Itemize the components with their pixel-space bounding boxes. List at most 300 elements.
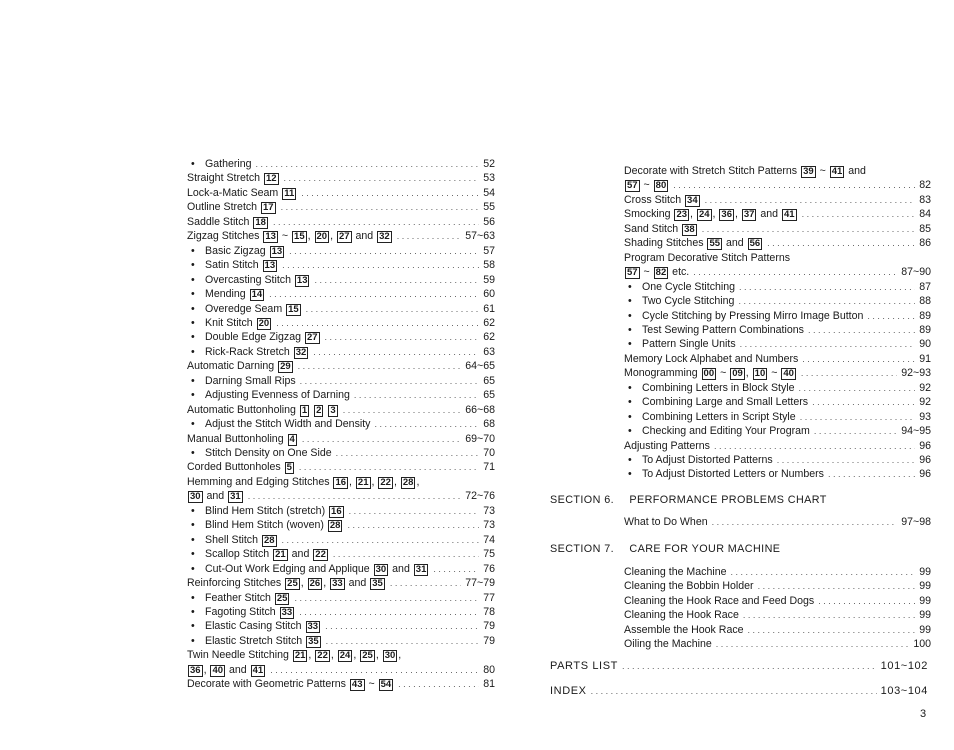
toc-entry-page: 80 (483, 663, 495, 676)
leader-dots (325, 330, 480, 344)
toc-entry (624, 193, 931, 207)
leader-dots (777, 453, 915, 467)
stitch-number-box: 28 (263, 534, 275, 546)
toc-entry-page: 92 (919, 381, 931, 394)
toc-entry (624, 579, 931, 593)
stitch-number-box: 25 (362, 650, 373, 662)
toc-entry-label: 57 ~ 82 etc. (627, 266, 690, 279)
leader-dots (306, 302, 480, 316)
leader-dots (313, 345, 479, 359)
toc-entry-label: • Cycle Stitching by Pressing Mirro Image Button (628, 309, 863, 323)
stitch-number-box: 25 (276, 592, 288, 604)
stitch-number-box: 31 (415, 563, 427, 575)
toc-entry-label: Smocking 23 , 24 , 36 , 37 and 41 (624, 208, 795, 221)
stitch-number-box: 12 (265, 173, 277, 185)
stitch-number-box: 55 (709, 238, 721, 250)
toc-entry-label: • Double Edge Zigzag 27 (191, 330, 321, 344)
toc-entry (628, 323, 931, 337)
toc-entry-page: 93 (919, 410, 931, 423)
leader-dots (281, 200, 480, 214)
toc-entry (624, 565, 931, 579)
toc-entry-page: 96 (919, 439, 931, 452)
toc-entry-page: 72~76 (465, 490, 495, 503)
toc-entry (191, 316, 495, 330)
toc-entry-page: 89 (919, 323, 931, 336)
toc-entry (187, 432, 495, 446)
toc-entry (191, 619, 495, 633)
toc-entry (628, 410, 931, 424)
stitch-number-box: 33 (307, 621, 319, 633)
toc-entry-label: • Darning Small Rips (191, 374, 296, 388)
toc-entry (187, 359, 495, 373)
toc-entry-page: 74 (483, 533, 495, 546)
toc-entry-label: • Overedge Seam 15 (191, 302, 302, 316)
toc-entry-page: 71 (483, 461, 495, 474)
toc-entry-label: Cleaning the Hook Race (624, 609, 739, 622)
toc-entry-label: Decorate with Stretch Stitch Patterns 39 ~ 41 and (624, 165, 866, 177)
stitch-number-box: 39 (803, 166, 814, 177)
stitch-number-box: 27 (338, 231, 350, 243)
toc-entry-page: 65 (483, 389, 495, 402)
toc-entry (628, 337, 931, 351)
toc-entry-label: • Basic Zigzag 13 (191, 244, 285, 258)
toc-entry-page: 53 (483, 172, 495, 185)
toc-entry-page: 58 (483, 259, 495, 272)
leader-dots (333, 547, 479, 561)
toc-entry (624, 608, 931, 622)
parts-list-label: PARTS LIST (550, 660, 618, 672)
toc-entry (191, 591, 495, 605)
toc-entry-label: • Knit Stitch 20 (191, 316, 272, 330)
toc-entry (624, 637, 931, 651)
toc-entry (191, 518, 495, 532)
leader-dots (828, 467, 915, 481)
stitch-number-box: 24 (698, 209, 710, 221)
stitch-number-box: 15 (288, 303, 299, 315)
toc-entry-label: Oiling the Machine (624, 638, 712, 651)
toc-entry (191, 302, 495, 316)
stitch-number-box: 43 (351, 679, 363, 691)
leader-dots (867, 309, 915, 323)
toc-entry-label: Corded Buttonholes 5 (187, 461, 292, 474)
toc-entry-label: • Stitch Density on One Side (191, 446, 332, 460)
toc-entry-label: Shading Stitches 55 and 56 (624, 237, 761, 250)
stitch-number-box: 21 (357, 476, 369, 488)
leader-dots (739, 280, 915, 294)
stitch-number-box: 09 (732, 368, 743, 380)
toc-entry-label: Hemming and Edging Stitches 16 , 21 , 22 , 28 , (187, 475, 420, 488)
section6-heading (550, 494, 827, 506)
stitch-number-box: 32 (295, 346, 307, 358)
leader-dots (289, 244, 479, 258)
toc-entry-page: 63 (483, 345, 495, 358)
stitch-number-box: 23 (676, 209, 688, 221)
leader-dots (326, 634, 480, 648)
stitch-number-box: 22 (317, 650, 328, 662)
toc-entry (191, 157, 495, 171)
toc-entry (191, 330, 495, 344)
leader-dots (767, 236, 915, 250)
leader-dots (743, 608, 915, 622)
stitch-number-box: 41 (784, 209, 795, 221)
stitch-number-box: 80 (655, 180, 667, 192)
toc-entry-page: 75 (483, 548, 495, 561)
toc-entry-label: Cleaning the Hook Race and Feed Dogs (624, 594, 815, 607)
leader-dots (300, 374, 480, 388)
leader-dots (799, 381, 916, 395)
leader-dots (802, 207, 916, 221)
toc-entry (624, 439, 931, 453)
toc-entry (191, 446, 495, 460)
leader-dots (801, 366, 897, 380)
page-number: 3 (920, 708, 927, 720)
toc-entry-label: Program Decorative Stitch Patterns (624, 251, 791, 264)
toc-entry (191, 258, 495, 272)
leader-dots (248, 489, 462, 503)
stitch-number-box: 35 (372, 578, 383, 590)
toc-entry-label: Straight Stretch 12 (187, 172, 277, 185)
stitch-number-box: 31 (230, 491, 241, 503)
stitch-number-box: 21 (294, 650, 306, 662)
toc-entry (191, 374, 495, 388)
leader-dots (325, 619, 479, 633)
leader-dots (758, 579, 916, 593)
leader-dots (270, 663, 479, 677)
toc-entry-label: • Blind Hem Stitch (stretch) 16 (191, 504, 345, 518)
toc-entry-label: Sand Stitch 38 (624, 222, 695, 235)
stitch-number-box: 33 (281, 606, 293, 618)
toc-entry-label: Adjusting Patterns (624, 439, 710, 452)
stitch-number-box: 17 (263, 202, 274, 214)
toc-entry (191, 605, 495, 619)
toc-entry (624, 164, 931, 178)
toc-entry-page: 59 (483, 273, 495, 286)
stitch-number-box: 37 (743, 209, 755, 221)
stitch-number-box: 21 (275, 549, 286, 561)
leader-dots (299, 460, 479, 474)
toc-entry-page: 97~98 (901, 516, 931, 528)
toc-entry (191, 388, 495, 402)
stitch-number-box: 24 (339, 650, 351, 662)
toc-entry (624, 236, 931, 250)
leader-dots (397, 229, 462, 243)
toc-entry-page: 77 (483, 591, 495, 604)
toc-entry (628, 467, 931, 481)
toc-entry-page: 60 (483, 288, 495, 301)
toc-entry-page: 87~90 (901, 266, 931, 279)
leader-dots (622, 659, 877, 673)
toc-entry (624, 515, 931, 529)
toc-entry (624, 207, 931, 221)
stitch-number-box: 11 (284, 187, 295, 199)
leader-dots (716, 637, 910, 651)
leader-dots (591, 684, 877, 698)
leader-dots (314, 273, 479, 287)
toc-entry (191, 287, 495, 301)
toc-entry-label: • One Cycle Stitching (628, 280, 735, 294)
toc-entry (624, 222, 931, 236)
toc-entry-page: 96 (919, 454, 931, 466)
toc-entry-page: 78 (483, 605, 495, 618)
toc-entry (624, 594, 931, 608)
stitch-number-box: 56 (749, 238, 761, 250)
toc-entry-page: 99 (919, 594, 931, 607)
leader-dots (343, 403, 462, 417)
stitch-number-box: 14 (251, 289, 263, 301)
stitch-number-box: 40 (783, 368, 794, 380)
leader-dots (712, 515, 898, 529)
stitch-number-box: 36 (190, 664, 201, 676)
leader-dots (282, 258, 479, 272)
leader-dots (276, 316, 479, 330)
toc-entry (187, 677, 495, 691)
toc-entry-label: • Shell Stitch 28 (191, 533, 278, 547)
toc-entry-label: What to Do When (624, 516, 708, 528)
toc-entry (187, 648, 495, 662)
stitch-number-box: 57 (627, 180, 638, 192)
leader-dots (740, 337, 916, 351)
toc-entry-page: 99 (919, 623, 931, 636)
toc-entry-page: 79 (483, 620, 495, 633)
leader-dots (302, 432, 461, 446)
stitch-number-box: 3 (330, 404, 336, 416)
stitch-number-box: 35 (308, 635, 319, 647)
toc-entry-label: Twin Needle Stitching 21 , 22 , 24 , 25 , 30 , (187, 649, 402, 662)
toc-entry (187, 475, 495, 489)
toc-entry-page: 65 (483, 374, 495, 387)
leader-dots (808, 323, 915, 337)
stitch-number-box: 22 (380, 476, 391, 488)
toc-entry-label: Reinforcing Stitches 25 , 26 , 33 and 35 (187, 577, 383, 590)
toc-entry-label: • Mending 14 (191, 287, 265, 301)
parts-list-page: 101~102 (880, 660, 928, 672)
stitch-number-box: 10 (754, 368, 766, 380)
stitch-number-box: 36 (721, 209, 732, 221)
leader-dots (284, 171, 480, 185)
stitch-number-box: 18 (255, 216, 266, 228)
toc-entry-page: 99 (919, 580, 931, 593)
toc-entry-label: • Elastic Casing Stitch 33 (191, 619, 321, 633)
toc-entry-page: 86 (919, 237, 931, 250)
stitch-number-box: 13 (296, 274, 308, 286)
toc-entry-label: • Satin Stitch 13 (191, 258, 278, 272)
leader-dots (814, 424, 897, 438)
toc-entry-page: 94~95 (901, 425, 931, 438)
stitch-number-box: 13 (265, 231, 276, 243)
toc-entry-label: • Adjust the Stitch Width and Density (191, 417, 370, 431)
toc-entry-page: 69~70 (465, 432, 495, 445)
stitch-number-box: 28 (402, 476, 414, 488)
stitch-number-box: 28 (329, 520, 341, 532)
toc-entry (187, 489, 495, 503)
toc-entry (624, 178, 931, 192)
stitch-number-box: 20 (258, 317, 270, 329)
section6-label: SECTION 6. (550, 494, 614, 506)
toc-entry-label: • Checking and Editing Your Program (628, 424, 810, 438)
stitch-number-box: 34 (687, 194, 698, 206)
toc-entry-page: 70 (483, 447, 495, 459)
toc-entry (191, 634, 495, 648)
toc-entry (187, 200, 495, 214)
stitch-number-box: 5 (286, 462, 292, 474)
toc-entry (191, 244, 495, 258)
parts-list-entry (550, 659, 928, 673)
leader-dots (693, 265, 897, 279)
toc-entry (187, 403, 495, 417)
toc-entry-label: • Pattern Single Units (628, 337, 736, 351)
toc-entry (191, 533, 495, 547)
toc-entry (191, 562, 495, 576)
toc-entry (187, 576, 495, 590)
stitch-number-box: 20 (316, 231, 328, 243)
stitch-number-box: 54 (380, 679, 392, 691)
toc-entry (624, 352, 931, 366)
toc-entry-label: • Two Cycle Stitching (628, 294, 734, 308)
toc-entry-label: Monogramming 00 ~ 09 , 10 ~ 40 (624, 367, 794, 380)
toc-entry-label: Decorate with Geometric Patterns 43 ~ 54 (187, 678, 392, 691)
toc-entry-label: Outline Stretch 17 (187, 201, 274, 214)
stitch-number-box: 26 (309, 578, 321, 590)
toc-entry-label: Lock-a-Matic Seam 11 (187, 186, 295, 199)
toc-entry-label: • Gathering (191, 157, 252, 171)
leader-dots (705, 193, 916, 207)
toc-entry (187, 229, 495, 243)
toc-entry-label: • Blind Hem Stitch (woven) 28 (191, 518, 343, 532)
toc-entry-page: 90 (919, 338, 931, 351)
toc-entry-page: 87 (919, 280, 931, 293)
toc-entry-page: 64~65 (465, 360, 495, 373)
leader-dots (390, 576, 461, 590)
leader-dots (800, 410, 916, 424)
section7-heading (550, 543, 780, 555)
stitch-number-box: 30 (375, 563, 387, 575)
toc-entry-label: Manual Buttonholing 4 (187, 432, 295, 445)
toc-entry-page: 55 (483, 201, 495, 214)
leader-dots (748, 623, 916, 637)
leader-dots (433, 562, 479, 576)
stitch-number-box: 38 (684, 223, 695, 235)
section7-title: CARE FOR YOUR MACHINE (629, 543, 781, 555)
leader-dots (336, 446, 480, 460)
toc-entry-page: 54 (483, 186, 495, 199)
toc-entry (191, 547, 495, 561)
leader-dots (702, 222, 916, 236)
toc-entry-label: • Cut-Out Work Edging and Applique 30 and 31 (191, 562, 429, 576)
toc-entry-label: • Scallop Stitch 21 and 22 (191, 547, 329, 561)
leader-dots (256, 157, 480, 171)
leader-dots (812, 395, 915, 409)
leader-dots (269, 287, 479, 301)
stitch-number-box: 15 (294, 231, 305, 243)
toc-entry-page: 73 (483, 519, 495, 532)
toc-entry-page: 89 (919, 309, 931, 322)
stitch-number-box: 40 (212, 664, 224, 676)
leader-dots (730, 565, 915, 579)
leader-dots (374, 417, 479, 431)
leader-dots (349, 504, 480, 518)
toc-entry (187, 171, 495, 185)
toc-entry-label: • Fagoting Stitch 33 (191, 605, 295, 619)
toc-entry-label: Cleaning the Machine (624, 566, 727, 578)
toc-entry-label: Cleaning the Bobbin Holder (624, 580, 754, 593)
section7-label: SECTION 7. (550, 543, 614, 555)
toc-entry-page: 81 (483, 678, 495, 691)
toc-entry (187, 460, 495, 474)
stitch-number-box: 25 (287, 578, 298, 590)
toc-entry (191, 417, 495, 431)
toc-entry-label: • To Adjust Distorted Patterns (628, 453, 773, 467)
toc-entry-page: 57~63 (465, 230, 495, 243)
toc-entry-label: • Combining Letters in Script Style (628, 410, 796, 424)
section6-title: PERFORMANCE PROBLEMS CHART (629, 494, 827, 506)
toc-entry-page: 88 (919, 295, 931, 308)
toc-entry-label: • Combining Letters in Block Style (628, 381, 795, 395)
toc-entry-page: 62 (483, 316, 495, 329)
toc-entry-page: 76 (483, 562, 495, 575)
toc-entry-label: 36 , 40 and 41 (190, 663, 264, 676)
toc-entry-label: • Rick-Rack Stretch 32 (191, 345, 309, 359)
index-label: INDEX (550, 685, 587, 697)
toc-entry (628, 381, 931, 395)
toc-entry-label: • Feather Stitch 25 (191, 591, 290, 605)
toc-entry (628, 294, 931, 308)
toc-entry-page: 82 (919, 179, 931, 192)
toc-entry (624, 366, 931, 380)
toc-entry-page: 85 (919, 222, 931, 235)
toc-entry-page: 79 (483, 634, 495, 647)
stitch-number-box: 27 (306, 332, 318, 344)
toc-entry-label: Memory Lock Alphabet and Numbers (624, 352, 799, 365)
stitch-number-box: 1 (301, 404, 308, 416)
stitch-number-box: 57 (627, 267, 638, 279)
toc-entry (191, 504, 495, 518)
stitch-number-box: 32 (379, 231, 390, 243)
toc-entry (628, 453, 931, 467)
index-entry (550, 684, 928, 698)
toc-entry-label: Cross Stitch 34 (624, 193, 698, 206)
toc-entry-label: Assemble the Hook Race (624, 623, 744, 636)
leader-dots (299, 605, 479, 619)
toc-entry (628, 309, 931, 323)
toc-entry-page: 52 (483, 158, 495, 170)
stitch-number-box: 30 (190, 491, 201, 503)
stitch-number-box: 33 (332, 578, 343, 590)
leader-dots (273, 215, 479, 229)
stitch-number-box: 41 (252, 664, 264, 676)
toc-entry-page: 83 (919, 193, 931, 206)
toc-entry (624, 251, 931, 265)
leader-dots (714, 439, 915, 453)
leader-dots (738, 294, 915, 308)
stitch-number-box: 13 (264, 260, 276, 272)
toc-entry (187, 186, 495, 200)
leader-dots (802, 352, 915, 366)
leader-dots (818, 594, 915, 608)
leader-dots (301, 186, 479, 200)
toc-entry-page: 99 (919, 566, 931, 578)
leader-dots (298, 359, 462, 373)
toc-entry-label: • Combining Large and Small Letters (628, 395, 808, 409)
stitch-number-box: 22 (315, 549, 326, 561)
stitch-number-box: 30 (384, 650, 396, 662)
toc-entry-label: • Test Sewing Pattern Combinations (628, 323, 804, 337)
toc-entry (191, 345, 495, 359)
leader-dots (354, 388, 479, 402)
toc-entry-label: Zigzag Stitches 13 ~ 15 , 20 , 27 and 32 (187, 230, 390, 243)
toc-entry-page: 66~68 (465, 403, 495, 416)
leader-dots (294, 591, 479, 605)
toc-entry-label: • To Adjust Distorted Letters or Numbers (628, 467, 824, 481)
